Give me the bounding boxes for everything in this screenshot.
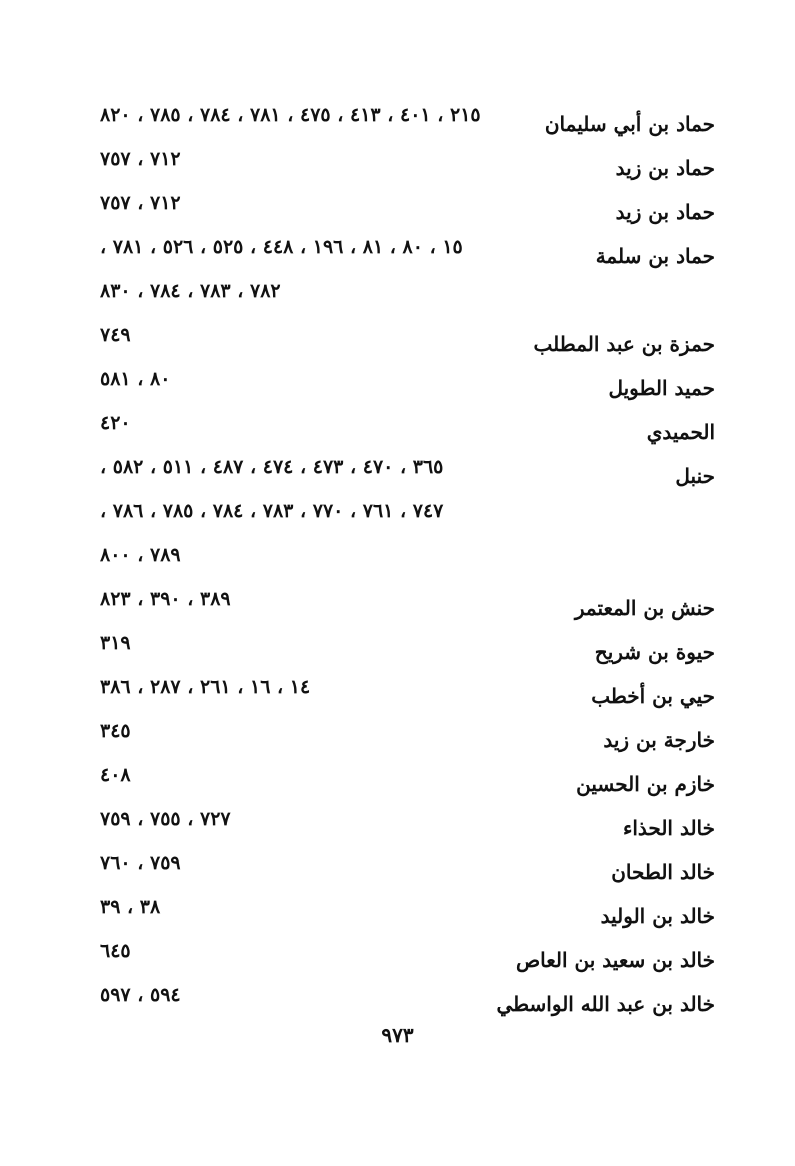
entry-pages: ١٤ ، ١٦ ، ٢٦١ ، ٢٨٧ ، ٣٨٦ (100, 676, 311, 698)
entry-name: خارجة بن زيد (603, 728, 715, 752)
index-entry-list (100, 104, 715, 1028)
index-entry (100, 456, 715, 500)
entry-name: خازم بن الحسين (576, 772, 715, 796)
index-entry (100, 940, 715, 984)
entry-pages: ٧٨٢ ، ٧٨٣ ، ٧٨٤ ، ٨٣٠ (100, 280, 281, 302)
index-entry (100, 368, 715, 412)
index-entry (100, 324, 715, 368)
entry-name: خالد الطحان (611, 860, 715, 884)
entry-name: خالد بن الوليد (600, 904, 715, 928)
index-entry (100, 676, 715, 720)
entry-name: حماد بن زيد (615, 156, 715, 180)
index-entry-continuation (100, 544, 715, 588)
entry-pages: ٧٨٩ ، ٨٠٠ (100, 544, 181, 566)
entry-pages: ٣٨٩ ، ٣٩٠ ، ٨٢٣ (100, 588, 231, 610)
entry-name: حميد الطويل (608, 376, 715, 400)
entry-name: حمزة بن عبد المطلب (533, 332, 715, 356)
index-entry (100, 236, 715, 280)
entry-name: حنبل (675, 464, 715, 488)
entry-pages: ٧٤٧ ، ٧٦١ ، ٧٧٠ ، ٧٨٣ ، ٧٨٤ ، ٧٨٥ ، ٧٨٦ ، (100, 500, 444, 522)
entry-pages: ٢١٥ ، ٤٠١ ، ٤١٣ ، ٤٧٥ ، ٧٨١ ، ٧٨٤ ، ٧٨٥ ، ٨٢٠ (100, 104, 481, 126)
entry-name: خالد بن سعيد بن العاص (516, 948, 715, 972)
entry-name: حماد بن زيد (615, 200, 715, 224)
entry-pages: ٧١٢ ، ٧٥٧ (100, 192, 181, 214)
page-number: ٩٧٣ (381, 1023, 414, 1047)
index-entry (100, 104, 715, 148)
index-entry-continuation (100, 500, 715, 544)
entry-name: حماد بن سلمة (595, 244, 715, 268)
entry-name: خالد الحذاء (622, 816, 715, 840)
index-entry-continuation (100, 280, 715, 324)
entry-pages: ٧١٢ ، ٧٥٧ (100, 148, 181, 170)
index-entry (100, 632, 715, 676)
entry-pages: ٨٠ ، ٥٨١ (100, 368, 171, 390)
entry-name: الحميدي (646, 420, 715, 444)
entry-pages: ٣٤٥ (100, 720, 131, 742)
entry-pages: ٤٠٨ (100, 764, 131, 786)
entry-pages: ٧٤٩ (100, 324, 131, 346)
entry-name: حيوة بن شريح (594, 640, 715, 664)
index-entry (100, 192, 715, 236)
entry-pages: ٣٦٥ ، ٤٧٠ ، ٤٧٣ ، ٤٧٤ ، ٤٨٧ ، ٥١١ ، ٥٨٢ ، (100, 456, 444, 478)
index-entry (100, 412, 715, 456)
entry-pages: ٣١٩ (100, 632, 131, 654)
index-entry (100, 720, 715, 764)
entry-pages: ٧٢٧ ، ٧٥٥ ، ٧٥٩ (100, 808, 231, 830)
entry-pages: ٥٩٤ ، ٥٩٧ (100, 984, 181, 1006)
entry-name: حماد بن أبي سليمان (544, 112, 715, 136)
index-entry (100, 764, 715, 808)
entry-pages: ٦٤٥ (100, 940, 131, 962)
index-entry (100, 148, 715, 192)
entry-pages: ٧٥٩ ، ٧٦٠ (100, 852, 181, 874)
entry-pages: ١٥ ، ٨٠ ، ٨١ ، ١٩٦ ، ٤٤٨ ، ٥٢٥ ، ٥٢٦ ، ٧٨١ ، (100, 236, 463, 258)
entry-name: حنش بن المعتمر (574, 596, 715, 620)
index-entry (100, 896, 715, 940)
entry-pages: ٣٨ ، ٣٩ (100, 896, 161, 918)
index-entry (100, 984, 715, 1028)
index-entry (100, 852, 715, 896)
entry-pages: ٤٢٠ (100, 412, 131, 434)
entry-name: حيي بن أخطب (591, 684, 715, 708)
entry-name: خالد بن عبد الله الواسطي (496, 992, 715, 1016)
index-entry (100, 588, 715, 632)
index-entry (100, 808, 715, 852)
